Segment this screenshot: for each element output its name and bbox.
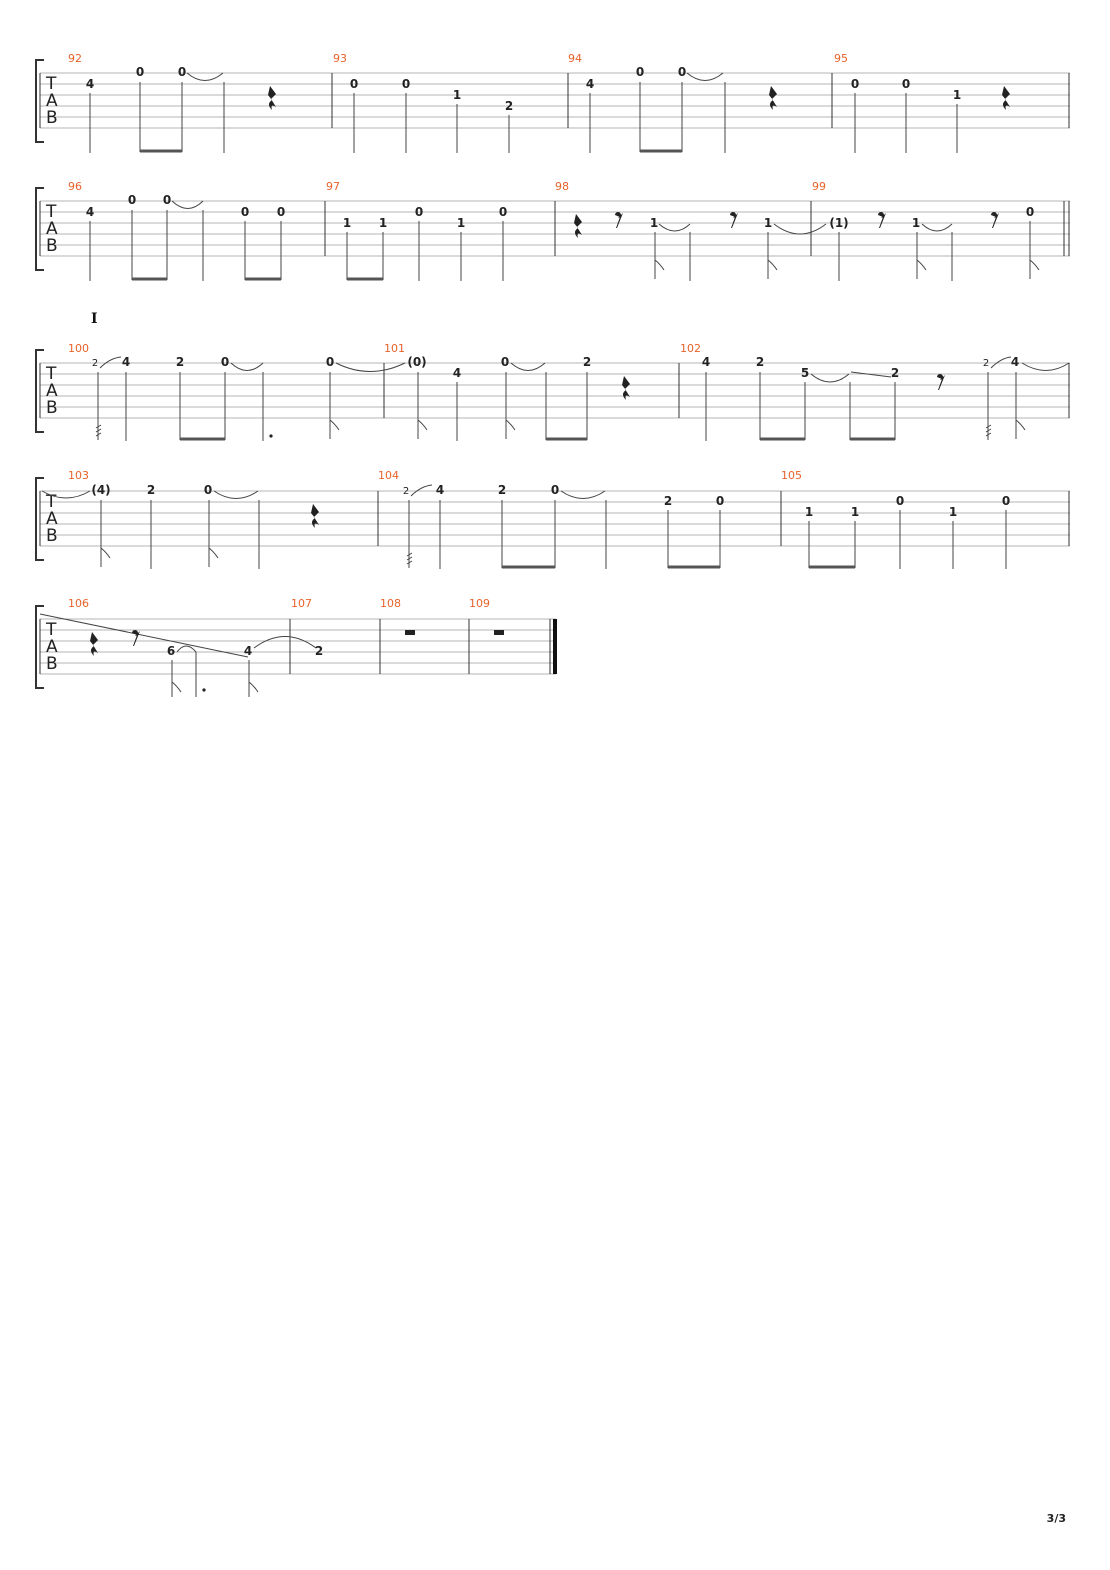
- tab-clef-b: B: [46, 526, 58, 546]
- fret-number: 1: [850, 505, 860, 519]
- fret-number: 1: [649, 216, 659, 230]
- measure-number: 102: [680, 342, 701, 355]
- dot: [202, 688, 205, 691]
- tab-clef-t: T: [46, 74, 57, 94]
- fret-number: 0: [220, 355, 230, 369]
- fret-number: 2: [582, 355, 592, 369]
- fret-number: 0: [550, 483, 560, 497]
- grace-fret-number: 2: [91, 358, 99, 369]
- measure-number: 107: [291, 597, 312, 610]
- tab-clef-t: T: [46, 492, 57, 512]
- measure-number: 109: [469, 597, 490, 610]
- fret-number: 1: [452, 88, 462, 102]
- fret-number: 1: [763, 216, 773, 230]
- fret-number: 6: [166, 644, 176, 658]
- fret-number: 0: [349, 77, 359, 91]
- tab-clef-a: A: [46, 91, 58, 111]
- tab-clef-b: B: [46, 108, 58, 128]
- tie: [336, 363, 405, 372]
- fret-number: 1: [378, 216, 388, 230]
- fret-number: 1: [342, 216, 352, 230]
- measure-number: 92: [68, 52, 82, 65]
- tab-clef-b: B: [46, 398, 58, 418]
- tie: [922, 224, 952, 231]
- tie: [172, 201, 203, 209]
- fret-number: 4: [85, 205, 95, 219]
- fret-number: 1: [456, 216, 466, 230]
- eighth-rest: [730, 212, 738, 228]
- fret-number: 0: [498, 205, 508, 219]
- system-3: [36, 342, 1070, 441]
- fret-number: 0: [276, 205, 286, 219]
- tie: [511, 363, 545, 371]
- system-5: [36, 597, 556, 697]
- fret-number: 0: [162, 193, 172, 207]
- measure-number: 93: [333, 52, 347, 65]
- fret-number: (0): [407, 355, 427, 369]
- measure-number: 96: [68, 180, 82, 193]
- fret-number: 2: [175, 355, 185, 369]
- measure-number: 95: [834, 52, 848, 65]
- fret-number: 2: [146, 483, 156, 497]
- fret-number: 2: [890, 366, 900, 380]
- measure-number: 99: [812, 180, 826, 193]
- slide: [40, 614, 248, 657]
- fret-number: 4: [452, 366, 462, 380]
- system-2: [36, 180, 1070, 281]
- tie: [177, 646, 196, 652]
- staff-lines: [40, 73, 1070, 128]
- fret-number: 0: [127, 193, 137, 207]
- fret-number: 0: [1025, 205, 1035, 219]
- fret-number: (1): [829, 216, 849, 230]
- fret-number: 4: [701, 355, 711, 369]
- fret-number: (4): [91, 483, 111, 497]
- section-marker: I: [91, 311, 98, 327]
- tab-clef-a: A: [46, 381, 58, 401]
- fret-number: 4: [121, 355, 131, 369]
- fret-number: 0: [1001, 494, 1011, 508]
- fret-number: 5: [800, 366, 810, 380]
- measure-number: 104: [378, 469, 399, 482]
- tab-clef-t: T: [46, 364, 57, 384]
- fret-number: 0: [500, 355, 510, 369]
- tie: [659, 224, 690, 231]
- fret-number: 0: [203, 483, 213, 497]
- fret-number: 1: [952, 88, 962, 102]
- eighth-rest: [991, 212, 999, 228]
- grace-fret-number: 2: [982, 358, 990, 369]
- fret-number: 4: [1010, 355, 1020, 369]
- system-4: [36, 469, 1070, 569]
- fret-number: 0: [715, 494, 725, 508]
- fret-number: 4: [85, 77, 95, 91]
- fret-number: 0: [414, 205, 424, 219]
- tab-clef-a: A: [46, 637, 58, 657]
- measure-number: 103: [68, 469, 89, 482]
- fret-number: 4: [243, 644, 253, 658]
- fret-number: 0: [635, 65, 645, 79]
- tab-clef-b: B: [46, 236, 58, 256]
- whole-rest: [494, 630, 504, 635]
- fret-number: 0: [850, 77, 860, 91]
- measure-number: 97: [326, 180, 340, 193]
- measure-number: 101: [384, 342, 405, 355]
- fret-number: 4: [585, 77, 595, 91]
- fret-number: 0: [401, 77, 411, 91]
- measure-number: 105: [781, 469, 802, 482]
- fret-number: 2: [663, 494, 673, 508]
- fret-number: 2: [314, 644, 324, 658]
- tie: [214, 491, 258, 499]
- fret-number: 0: [901, 77, 911, 91]
- tie: [1022, 363, 1069, 371]
- tie: [187, 73, 223, 81]
- staff-lines: [40, 619, 556, 674]
- fret-number: 1: [948, 505, 958, 519]
- page-number: 3/3: [1046, 1512, 1066, 1525]
- tab-clef-t: T: [46, 202, 57, 222]
- fret-number: 0: [240, 205, 250, 219]
- fret-number: 1: [911, 216, 921, 230]
- grace-fret-number: 2: [402, 486, 410, 497]
- measure-number: 100: [68, 342, 89, 355]
- fret-number: 0: [135, 65, 145, 79]
- whole-rest: [405, 630, 415, 635]
- eighth-rest: [937, 374, 945, 390]
- tab-clef-b: B: [46, 654, 58, 674]
- dot: [269, 434, 272, 437]
- tie: [811, 374, 849, 382]
- fret-number: 0: [895, 494, 905, 508]
- fret-number: 0: [177, 65, 187, 79]
- fret-number: 0: [677, 65, 687, 79]
- measure-number: 94: [568, 52, 582, 65]
- measure-number: 106: [68, 597, 89, 610]
- fret-number: 2: [497, 483, 507, 497]
- measure-number: 108: [380, 597, 401, 610]
- tab-clef-a: A: [46, 219, 58, 239]
- tie: [687, 73, 723, 81]
- tie: [561, 491, 605, 499]
- fret-number: 2: [755, 355, 765, 369]
- fret-number: 1: [804, 505, 814, 519]
- eighth-rest: [878, 212, 886, 228]
- fret-number: 2: [504, 99, 514, 113]
- eighth-rest: [615, 212, 623, 228]
- fret-number: 4: [435, 483, 445, 497]
- system-1: [36, 52, 1070, 153]
- tie: [231, 363, 263, 371]
- tab-clef-t: T: [46, 620, 57, 640]
- tie: [774, 224, 826, 234]
- measure-number: 98: [555, 180, 569, 193]
- fret-number: 0: [325, 355, 335, 369]
- tab-clef-a: A: [46, 509, 58, 529]
- tie: [254, 637, 316, 649]
- staff-lines: [40, 363, 1070, 418]
- eighth-rest: [132, 630, 140, 646]
